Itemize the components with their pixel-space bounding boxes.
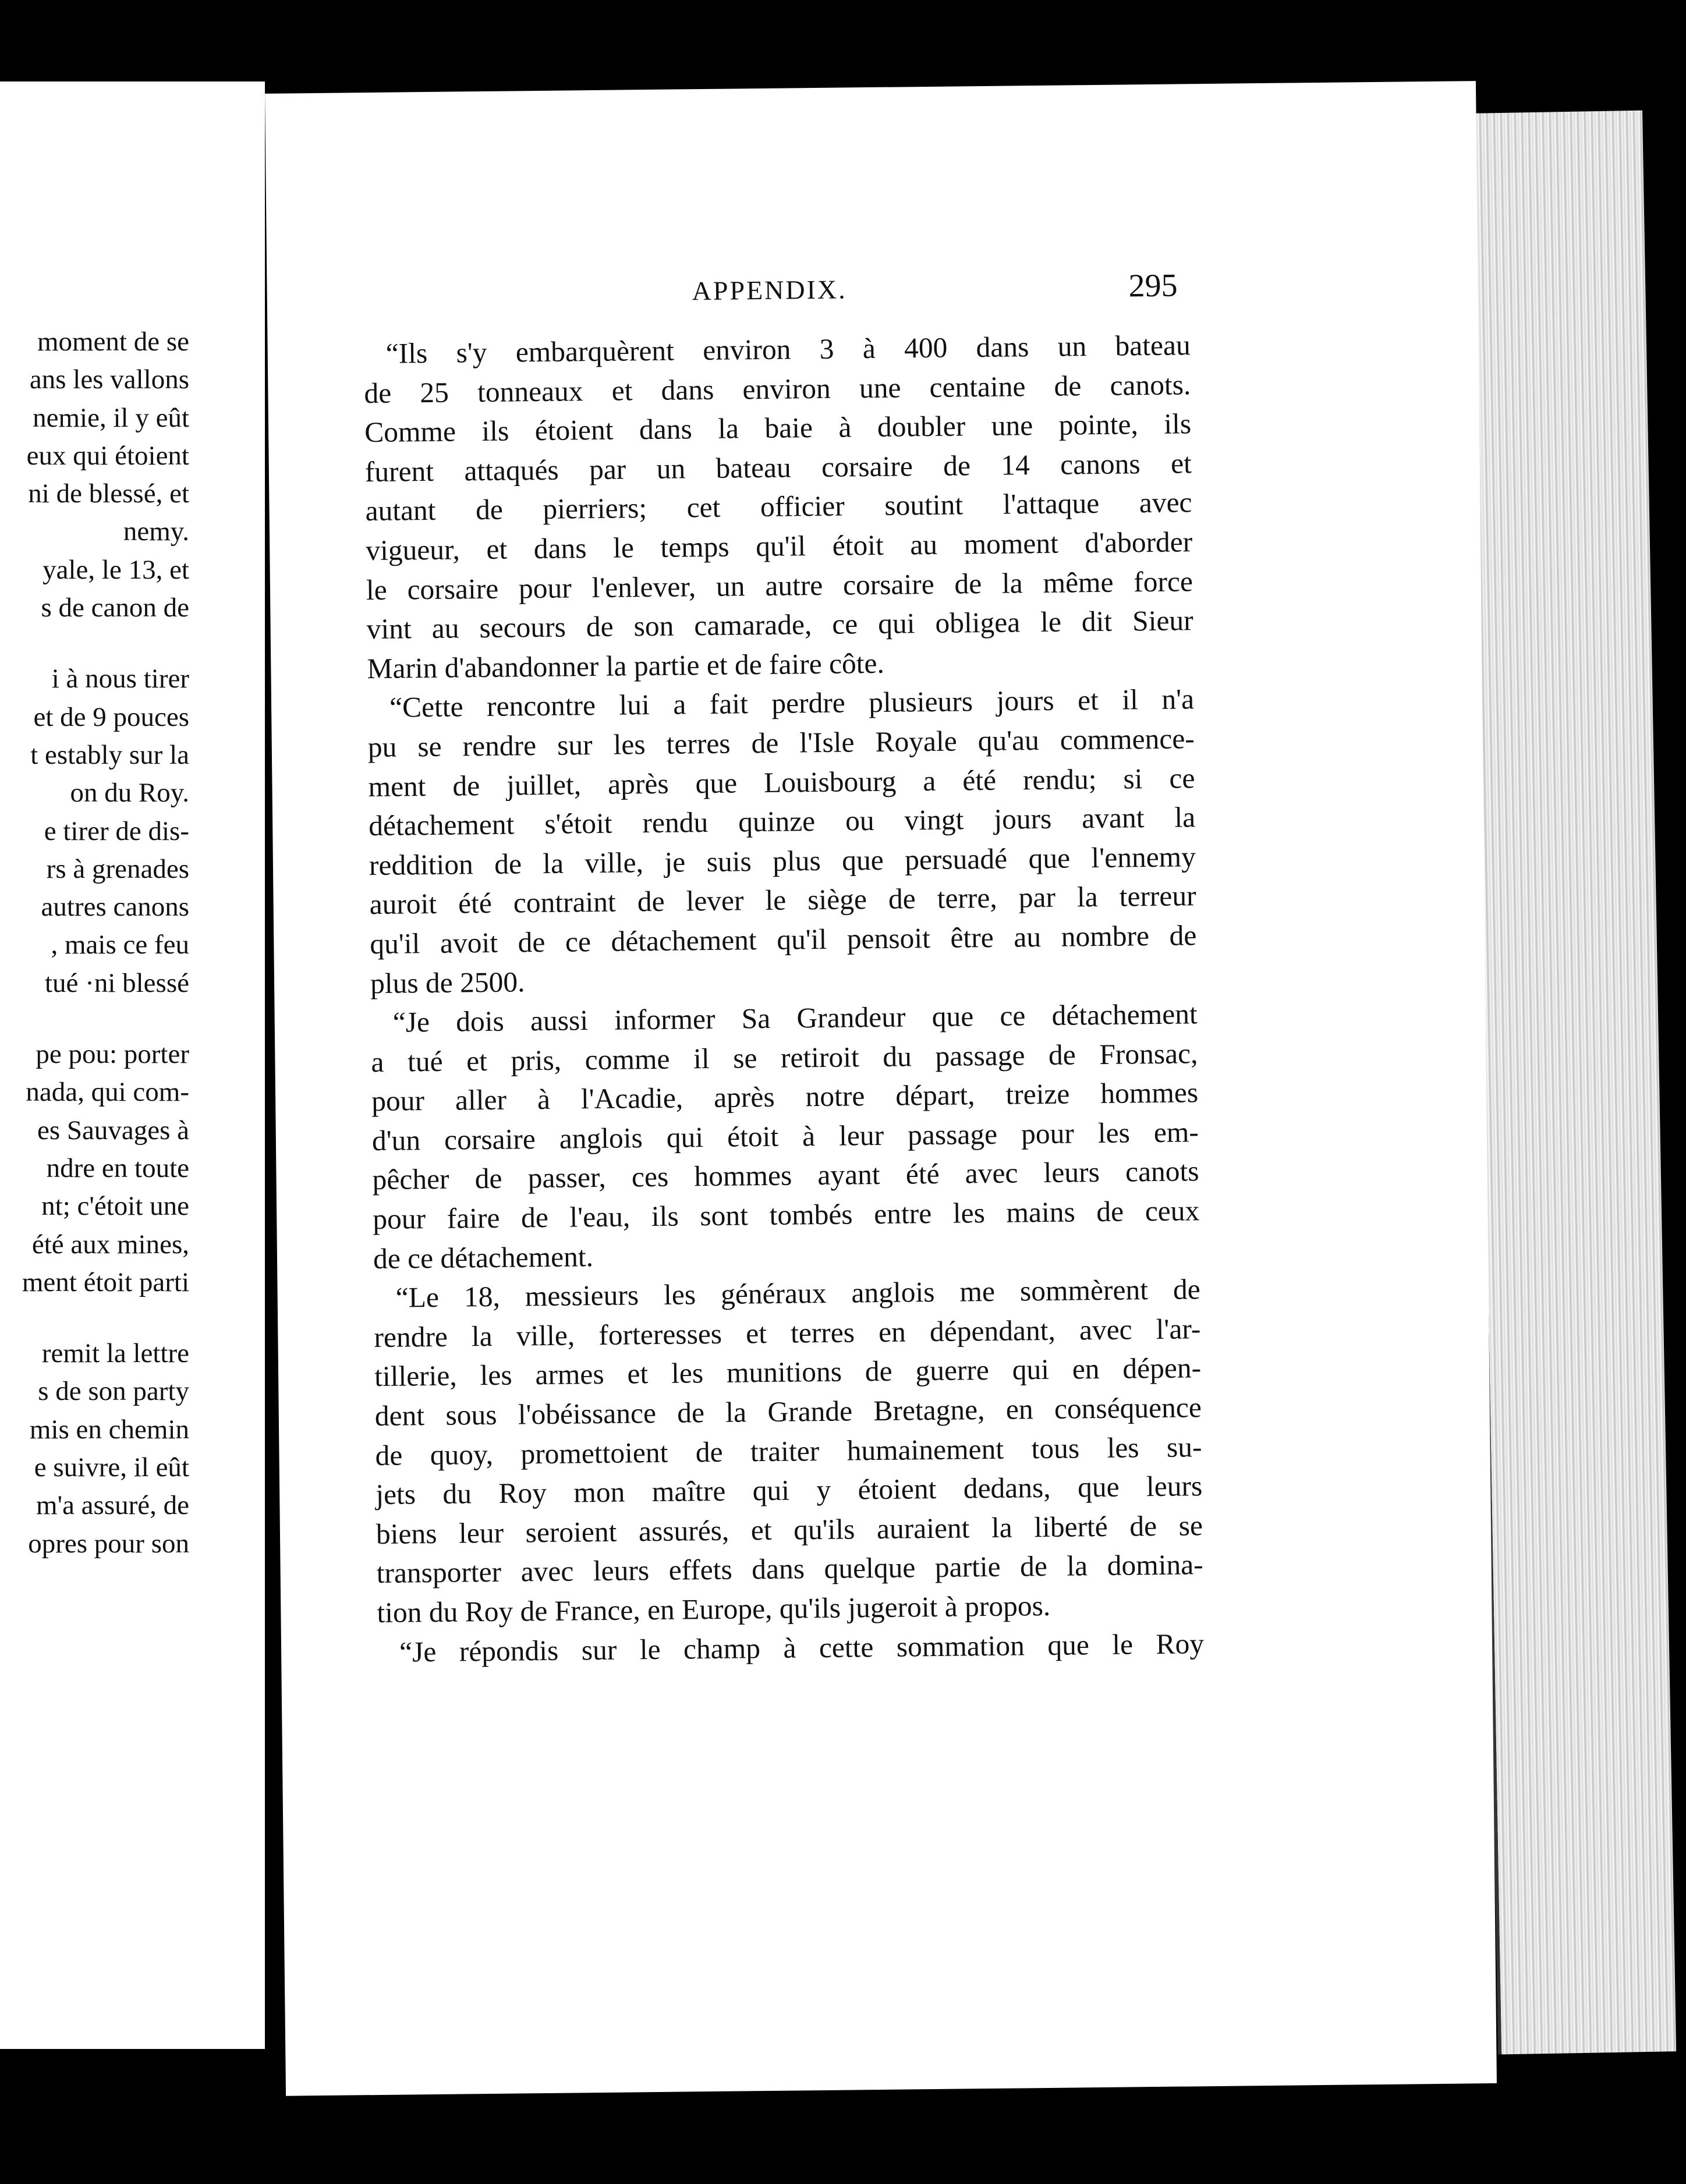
left-line: moment de se (37, 327, 189, 357)
left-line: ni de blessé, et (28, 478, 189, 509)
left-paragraph-gap (0, 1302, 189, 1335)
left-line: mis en chemin (29, 1414, 189, 1445)
left-line: eux qui étoient (26, 440, 189, 471)
left-line: e suivre, il eût (34, 1452, 189, 1483)
text-line: pour aller à l'Acadie, après notre départ, treize hommes (371, 1076, 1199, 1118)
left-line: ndre en toute (46, 1153, 189, 1183)
text-line: vint au secours de son camarade, ce qui obligea le dit Sieur (366, 604, 1193, 646)
text-line: détachement s'étoit rendu quinze ou vingt jours avant la (368, 801, 1196, 842)
left-line: opres pour son (28, 1528, 189, 1559)
text-line: pu se rendre sur les terres de l'Isle Royale qu'au commence- (367, 722, 1195, 764)
text-line: qu'il avoit de ce détachement qu'il pensoit être au nombre de (370, 919, 1197, 960)
text-line: reddition de la ville, je suis plus que persuadé que l'ennemy (369, 840, 1196, 881)
left-paragraph-gap (0, 1002, 189, 1036)
left-line: es Sauvages à (37, 1115, 189, 1146)
text-line: “Cette rencontre lui a fait perdre plusieurs jours et il n'a (389, 683, 1195, 724)
left-line: t estably sur la (30, 739, 189, 770)
left-line: rs à grenades (46, 853, 189, 884)
left-line: nemy. (123, 516, 189, 547)
left-line: on du Roy. (70, 778, 189, 809)
text-line: plus de 2500. (370, 965, 525, 999)
text-line: auroit été contraint de lever le siège de terre, par la terreur (369, 880, 1196, 921)
text-line: pêcher de passer, ces hommes ayant été avec leurs canots (372, 1155, 1199, 1196)
left-line: été aux mines, (31, 1229, 189, 1260)
left-line: , mais ce feu (51, 930, 189, 960)
left-line: nemie, il y eût (33, 402, 189, 433)
left-line: yale, le 13, et (42, 554, 189, 585)
text-line: biens leur seroient assurés, et qu'ils auraient la liberté de se (376, 1509, 1203, 1550)
text-line: ment de juillet, après que Louisbourg a été rendu; si ce (368, 761, 1195, 803)
text-line: “Le 18, messieurs les généraux anglois me sommèrent de (395, 1273, 1200, 1314)
left-line: pe pou: porter (36, 1039, 189, 1070)
text-line: rendre la ville, forteresses et terres en dépendant, avec l'ar- (374, 1313, 1201, 1353)
text-line: le corsaire pour l'enlever, un autre corsaire de la même force (366, 565, 1193, 606)
text-line: furent attaqués par un bateau corsaire de 14 canons et (364, 447, 1192, 488)
left-line: nt; c'étoit une (41, 1191, 189, 1222)
left-line: e tirer de dis- (44, 816, 189, 846)
text-line: “Je répondis sur le champ à cette sommation que le Roy (399, 1627, 1205, 1668)
text-line: de quoy, promettoient de traiter humainement tous les su- (375, 1430, 1202, 1472)
left-page-text (0, 323, 189, 1563)
text-line: d'un corsaire anglois qui étoit à leur passage pour les em- (371, 1116, 1199, 1157)
left-line: ans les vallons (29, 364, 189, 395)
left-line: m'a assuré, de (36, 1490, 189, 1521)
text-line: Comme ils étoient dans la baie à doubler une pointe, ils (364, 407, 1192, 449)
left-line: s de canon de (41, 593, 189, 623)
text-line: a tué et pris, comme il se retiroit du passage de Fronsac, (371, 1037, 1198, 1078)
left-line: s de son party (38, 1376, 189, 1407)
left-line: nada, qui com- (26, 1077, 189, 1108)
left-page (0, 81, 265, 2049)
text-line: “Je dois aussi informer Sa Grandeur que ce détachement (392, 998, 1198, 1038)
page-edges (1464, 111, 1676, 2055)
left-paragraph-gap (0, 627, 189, 660)
left-line: et de 9 pouces (33, 701, 189, 732)
body-text (363, 325, 1204, 1672)
text-line: de 25 tonneaux et dans environ une centaine de canots. (364, 368, 1191, 409)
left-line: remit la lettre (41, 1338, 189, 1369)
text-line: “Ils s'y embarquèrent environ 3 à 400 dans un bateau (385, 329, 1191, 370)
running-head-title: APPENDIX. (692, 274, 847, 306)
text-line: tillerie, les armes et les munitions de guerre qui en dépen- (374, 1352, 1202, 1393)
running-head (267, 267, 1478, 321)
text-line: de ce détachement. (373, 1240, 594, 1275)
left-line: ment étoit parti (22, 1267, 189, 1297)
left-line: tué ·ni blessé (45, 967, 189, 998)
main-page (265, 81, 1497, 2096)
text-line: vigueur, et dans le temps qu'il étoit au moment d'aborder (365, 526, 1193, 567)
left-line: autres canons (41, 892, 189, 923)
text-line: jets du Roy mon maître qui y étoient dedans, que leurs (375, 1470, 1203, 1511)
text-line: pour faire de l'eau, ils sont tombés entre les mains de ceux (373, 1194, 1200, 1236)
text-line: dent sous l'obéissance de la Grande Bretagne, en conséquence (374, 1391, 1202, 1433)
text-line: autant de pierriers; cet officier soutint l'attaque avec (365, 486, 1192, 527)
page-number: 295 (1128, 267, 1178, 304)
text-line: transporter avec leurs effets dans quelque partie de la domina- (376, 1548, 1203, 1590)
text-line: Marin d'abandonner la partie et de faire côte. (367, 647, 885, 685)
text-line: tion du Roy de France, en Europe, qu'ils jugeroit à propos. (377, 1589, 1051, 1629)
left-line: i à nous tirer (51, 664, 189, 694)
